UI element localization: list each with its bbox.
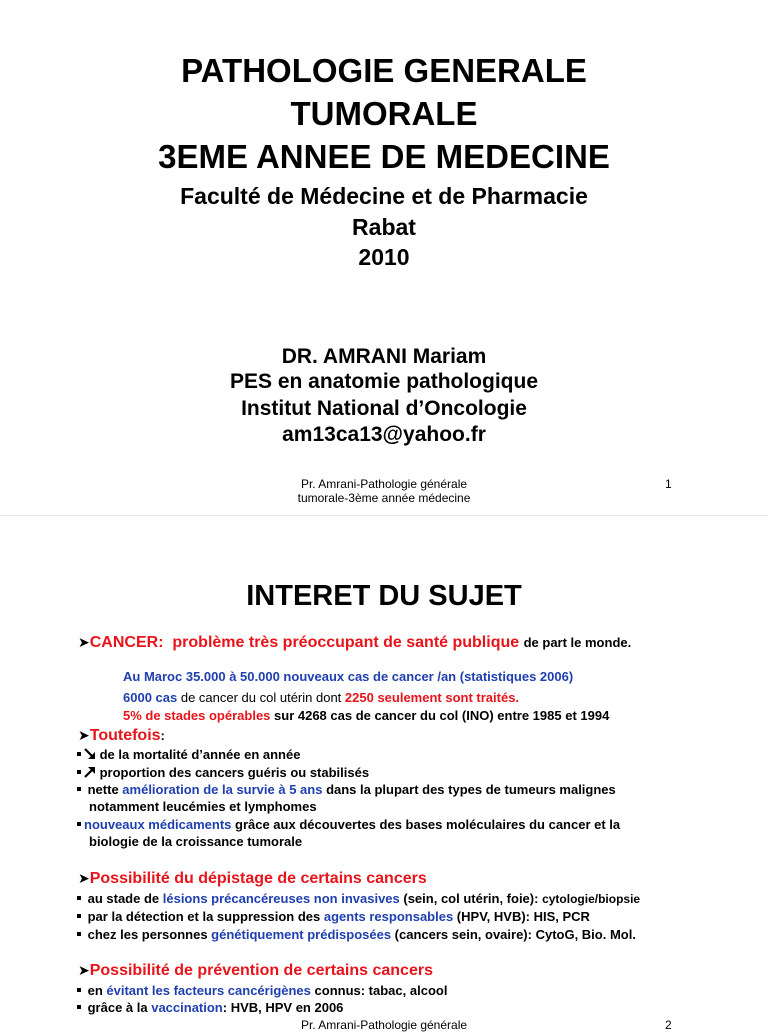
dep2-highlight: agents responsables	[323, 909, 454, 924]
list-item-medicaments	[77, 817, 620, 832]
proportion-text: proportion des cancers guéris ou stabilisés	[96, 765, 370, 780]
stades-red: 5% de stades opérables	[123, 708, 271, 723]
author-name: DR. AMRANI Mariam	[281, 345, 487, 368]
survie-text-c: dans la plupart des types de tumeurs malignes	[322, 782, 616, 797]
city-name: Rabat	[352, 214, 416, 240]
cancer-label: CANCER	[89, 634, 159, 651]
list-item-prevention-1	[77, 983, 447, 998]
footer-cut: Pr. Amrani-Pathologie générale	[300, 1018, 468, 1032]
arrow-bullet-icon: ➤	[78, 634, 90, 650]
slide2-title: INTERET DU SUJET	[246, 580, 522, 612]
footer-line2: tumorale-3ème année médecine	[297, 491, 471, 505]
author-role: PES en anatomie pathologique	[229, 370, 539, 393]
list-item-mortalite	[77, 747, 300, 762]
stades-text: sur 4268 cas de cancer du col (INO) entre 1985 et 1994	[270, 708, 610, 723]
list-item-depistage-3	[77, 927, 636, 942]
square-bullet-icon	[77, 914, 81, 918]
depistage-heading	[78, 870, 427, 888]
page-number: 1	[665, 477, 672, 491]
survie-highlight: amélioration de la survie à 5 ans	[122, 782, 323, 797]
list-item-prevention-2	[77, 1000, 343, 1015]
toutefois-heading	[78, 727, 165, 745]
survie-text-a: nette	[84, 782, 123, 797]
medicaments-text: grâce aux découvertes des bases moléculaires du cancer et la	[231, 817, 621, 832]
prev2-text-a: grâce à la	[84, 1000, 152, 1015]
square-bullet-icon	[77, 932, 81, 936]
cancer-statement: problème très préoccupant de santé publique	[172, 634, 520, 651]
mortalite-text: de la mortalité d’année en année	[96, 747, 301, 762]
survie-continuation: notamment leucémies et lymphomes	[89, 799, 317, 814]
dep2-text-c: (HPV, HVB): HIS, PCR	[453, 909, 590, 924]
medicaments-continuation: biologie de la croissance tumorale	[89, 834, 303, 849]
dep1-highlight: lésions précancéreuses non invasives	[162, 891, 400, 906]
dep3-highlight: génétiquement prédisposées	[211, 927, 392, 942]
slide1-title-line2: TUMORALE	[290, 95, 478, 132]
square-bullet-icon	[77, 988, 81, 992]
stades-stat	[123, 708, 609, 723]
faculty-name: Faculté de Médecine et de Pharmacie	[180, 183, 588, 209]
arrow-bullet-icon: ➤	[78, 962, 90, 978]
arrow-down-icon	[84, 748, 96, 760]
cancer-heading	[78, 634, 631, 652]
page-separator	[0, 515, 768, 516]
square-bullet-icon	[77, 1005, 81, 1009]
dep2-text-a: par la détection et la suppression des	[84, 909, 324, 924]
col-stat	[123, 690, 519, 705]
square-bullet-icon	[77, 787, 81, 791]
prevention-heading	[78, 962, 433, 980]
dep3-text-c: (cancers sein, ovaire): CytoG, Bio. Mol.	[391, 927, 636, 942]
dep1-method: cytologie/biopsie	[542, 892, 641, 906]
list-item-proportion	[77, 765, 369, 780]
cancer-tail: de part le monde.	[523, 635, 632, 650]
list-item-depistage-1	[77, 891, 640, 906]
prevention-label: Possibilité de prévention de certains cancers	[89, 962, 433, 979]
slide1-title-line1: PATHOLOGIE GENERALE	[181, 52, 587, 89]
square-bullet-icon	[77, 770, 81, 774]
medicaments-highlight: nouveaux médicaments	[84, 817, 232, 832]
maroc-stat: Au Maroc 35.000 à 50.000 nouveaux cas de cancer /an (statistiques 2006)	[123, 669, 574, 684]
prev2-highlight: vaccination	[151, 1000, 223, 1015]
toutefois-colon: :	[160, 728, 165, 743]
prev2-text-c: : HVB, HPV en 2006	[222, 1000, 344, 1015]
slide1-title-line3: 3EME ANNEE DE MEDECINE	[158, 138, 610, 175]
arrow-bullet-icon: ➤	[78, 870, 90, 886]
arrow-bullet-icon: ➤	[78, 727, 90, 743]
col-text: de cancer du col utérin dont	[177, 690, 345, 705]
author-email[interactable]: am13ca13@yahoo.fr	[282, 423, 486, 446]
page-number-cut: 2	[665, 1018, 672, 1032]
col-treated: 2250 seulement sont traités.	[344, 690, 520, 705]
prev1-text-c: connus: tabac, alcool	[310, 983, 448, 998]
square-bullet-icon	[77, 752, 81, 756]
list-item-depistage-2	[77, 909, 590, 924]
col-count: 6000 cas	[123, 690, 178, 705]
dep1-text-c: (sein, col utérin, foie):	[399, 891, 543, 906]
author-institute: Institut National d’Oncologie	[241, 397, 527, 420]
arrow-up-icon	[84, 766, 96, 778]
square-bullet-icon	[77, 822, 81, 826]
list-item-survie	[77, 782, 616, 797]
footer-line1: Pr. Amrani-Pathologie générale	[300, 477, 468, 491]
year: 2010	[358, 244, 410, 270]
dep3-text-a: chez les personnes	[84, 927, 212, 942]
cancer-colon: :	[158, 634, 164, 651]
prev1-text-a: en	[84, 983, 107, 998]
prev1-highlight: évitant les facteurs cancérigènes	[106, 983, 311, 998]
footer-block	[0, 477, 768, 505]
depistage-label: Possibilité du dépistage de certains cancers	[89, 870, 427, 887]
square-bullet-icon	[77, 896, 81, 900]
dep1-text-a: au stade de	[84, 891, 163, 906]
toutefois-label: Toutefois	[89, 727, 161, 744]
